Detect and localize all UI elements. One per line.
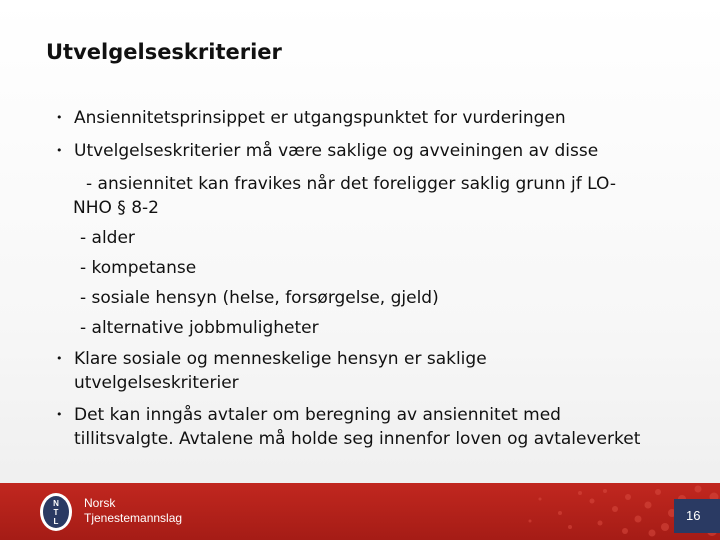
dot-pattern-decoration: [330, 483, 720, 540]
slide-title: Utvelgelseskriterier: [46, 40, 282, 64]
bullet-text: Ansiennitetsprinsippet er utgangspunktet for vurderingen: [74, 108, 566, 128]
sub-item: - alternative jobbmuligheter: [80, 318, 319, 338]
bullet-dot: •: [56, 352, 63, 365]
sub-item: - sosiale hensyn (helse, forsørgelse, gjeld): [80, 288, 439, 308]
svg-text:L: L: [53, 517, 59, 526]
ntl-logo: [38, 491, 74, 533]
page-number-box: [674, 499, 720, 533]
bullet-line: Det kan inngås avtaler om beregning av ansiennitet med: [74, 405, 561, 425]
bullet-text: [74, 403, 684, 451]
bullet-dot: •: [56, 408, 63, 421]
sub-item: - kompetanse: [80, 258, 197, 278]
bullet-text: Utvelgelseskriterier må være saklige og avveiningen av disse: [74, 141, 599, 161]
svg-text:T: T: [53, 508, 59, 517]
bullet-text: [74, 347, 684, 395]
svg-text:N: N: [53, 499, 59, 508]
sub-item: - alder: [80, 228, 135, 248]
brand-line: Tjenestemannslag: [84, 511, 183, 525]
bullet-dot: •: [56, 144, 63, 157]
sub-item: - ansiennitet kan fravikes når det foreligger saklig grunn jf LO-: [86, 174, 616, 194]
sub-item: NHO § 8-2: [73, 198, 159, 218]
bullet-dot: •: [56, 111, 63, 124]
page-number: 16: [686, 508, 701, 523]
bullet-line: tillitsvalgte. Avtalene må holde seg innenfor loven og avtaleverket: [74, 429, 641, 449]
bullet-line: Klare sosiale og menneskelige hensyn er saklige: [74, 349, 487, 369]
brand-name: [84, 496, 182, 526]
bullet-line: utvelgelseskriterier: [74, 373, 239, 393]
brand-line: Norsk: [84, 496, 116, 510]
